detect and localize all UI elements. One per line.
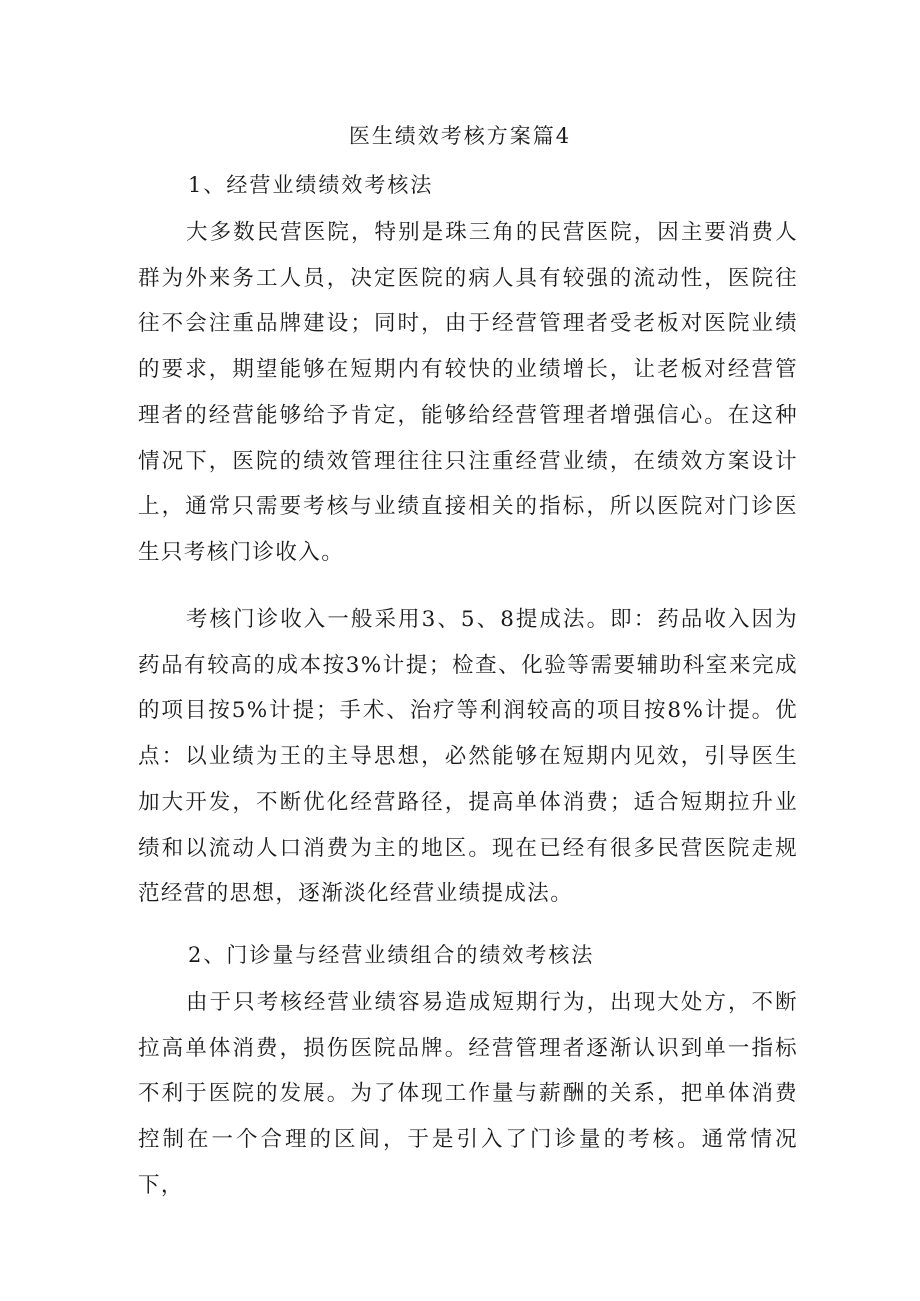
section-heading-2: 2、门诊量与经营业绩组合的绩效考核法 (188, 943, 595, 967)
paragraph-1: 大多数民营医院，特别是珠三角的民营医院，因主要消费人群为外来务工人员，决定医院的病人具有较强的流动性，医院往往不会注重品牌建设；同时，由于经营管理者受老板对医院业绩的要求，期望能够在短期内有较快的业绩增长，让老板对经营管理者的经营能够给予肯定，能够给经营管理者增强信心。在这种情况下，医院的绩效管理往往只注重经营业绩，在绩效方案设计上，通常只需要考核与业绩直接相关的指标，所以医院对门诊医生只考核门诊收入。 (138, 220, 798, 565)
document-title: 医生绩效考核方案篇4 (348, 124, 572, 148)
paragraph-3: 由于只考核经营业绩容易造成短期行为，出现大处方，不断拉高单体消费，损伤医院品牌。经营管理者逐渐认识到单一指标不利于医院的发展。为了体现工作量与薪酬的关系，把单体消费控制在一个合理的区间，于是引入了门诊量的考核。通常情况下， (138, 990, 798, 1198)
section-heading-1: 1、经营业绩绩效考核法 (188, 173, 434, 197)
paragraph-2: 考核门诊收入一般采用3、5、8提成法。即：药品收入因为药品有较高的成本按3%计提；检查、化验等需要辅助科室来完成的项目按5%计提；手术、治疗等利润较高的项目按8%计提。优点：以业绩为王的主导思想，必然能够在短期内见效，引导医生加大开发，不断优化经营路径，提高单体消费；适合短期拉升业绩和以流动人口消费为主的地区。现在已经有很多民营医院走规范经营的思想，逐渐淡化经营业绩提成法。 (138, 607, 798, 907)
